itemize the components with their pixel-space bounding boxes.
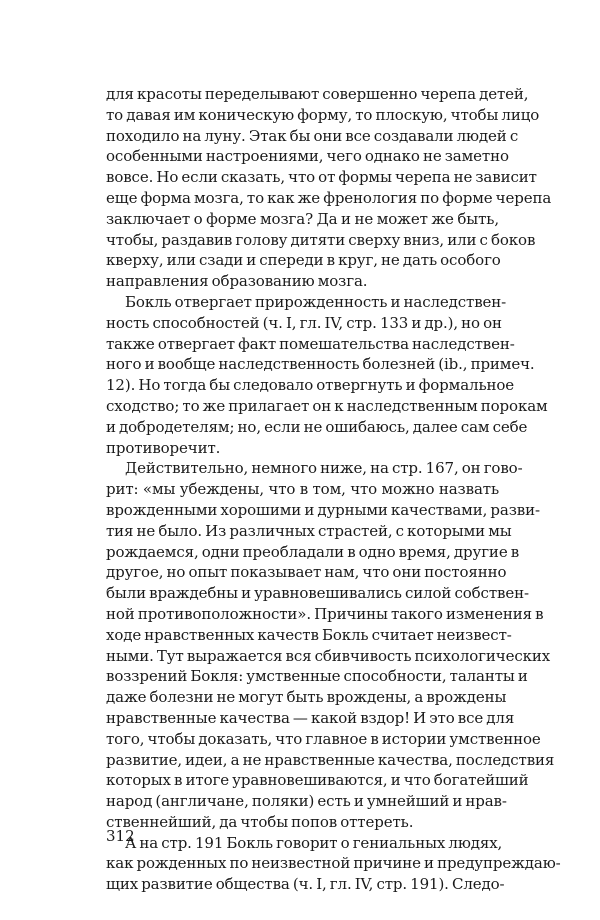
page-text (106, 84, 561, 895)
text-line: ность способностей (ч. I, гл. IV, стр. 133 и др.), но он (106, 313, 502, 332)
text-line: чтобы, раздавив голову дитяти сверху вниз, или с боков (106, 230, 536, 249)
text-line: Действительно, немного ниже, на стр. 167, он гово- (125, 459, 523, 478)
text-line: заключает о форме мозга? Да и не может же быть, (106, 209, 499, 228)
text-line: сходство; то же прилагает он к наследственным порокам (106, 396, 548, 415)
text-line: врожденными хорошими и дурными качествами, разви- (106, 500, 540, 519)
text-line: также отвергает факт помешательства наследствен- (106, 334, 515, 353)
text-line: нравственные качества — какой вздор! И это все для (106, 708, 515, 727)
text-line: ными. Тут выражается вся сбивчивость психологических (106, 646, 551, 665)
text-line: народ (англичане, поляки) есть и умнейший и нрав- (106, 792, 507, 811)
text-line: для красоты переделывают совершенно черепа детей, (106, 85, 529, 103)
paragraph-2 (106, 292, 548, 458)
text-line: направления образованию мозга. (106, 272, 368, 291)
text-line: А на стр. 191 Бокль говорит о гениальных людях, (125, 833, 503, 852)
text-line: особенными настроениями, чего однако не заметно (106, 147, 509, 166)
text-line: 12). Но тогда бы следовало отвергнуть и формальное (106, 376, 515, 395)
text-line: противоречит. (106, 438, 221, 457)
paragraph-4 (106, 833, 561, 895)
text-line: рит: «мы убеждены, что в том, что можно назвать (106, 480, 499, 499)
text-line: походило на луну. Этак бы они все создавали людей с (106, 126, 519, 145)
text-line: даже болезни не могут быть врождены, а врождены (106, 688, 507, 707)
text-line: вовсе. Но если сказать, что от формы черепа не зависит (106, 168, 537, 187)
text-line: то давая им коническую форму, то плоскую, чтобы лицо (106, 105, 540, 124)
text-line: тия не было. Из различных страстей, с которыми мы (106, 521, 512, 540)
text-line: еще форма мозга, то как же френология по форме черепа (106, 188, 552, 207)
page-number: 312 (106, 827, 135, 845)
text-line: развитие, идеи, а не нравственные качества, последствия (106, 750, 555, 769)
text-line: рождаемся, одни преобладали в одно время, другие в (106, 542, 520, 561)
text-line: ходе нравственных качеств Бокль считает неизвест- (106, 625, 512, 644)
text-line: Бокль отвергает прирожденность и наследствен- (125, 292, 507, 311)
text-line: и добродетелям; но, если не ошибаюсь, далее сам себе (106, 417, 528, 436)
text-line: ного и вообще наследственность болезней (ib., примеч. (106, 355, 535, 374)
text-line: кверху, или сзади и спереди в круг, не дать особого (106, 251, 501, 270)
text-line: были враждебны и уравновешивались силой собствен- (106, 584, 529, 603)
text-line: щих развитие общества (ч. I, гл. IV, стр. 191). Следо- (106, 875, 505, 894)
text-line: как рожденных по неизвестной причине и предупреждаю- (106, 854, 561, 873)
text-line: ственнейший, да чтобы попов оттереть. (106, 812, 414, 831)
text-line: того, чтобы доказать, что главное в истории умственное (106, 729, 541, 748)
text-line: другое, но опыт показывает нам, что они постоянно (106, 563, 507, 582)
paragraph-1 (106, 84, 552, 292)
text-line: ной противоположности». Причины такого изменения в (106, 604, 544, 623)
text-line: которых в итоге уравновешиваются, и что богатейший (106, 771, 529, 790)
paragraph-3 (106, 458, 555, 832)
text-line: воззрений Бокля: умственные способности, таланты и (106, 667, 528, 686)
